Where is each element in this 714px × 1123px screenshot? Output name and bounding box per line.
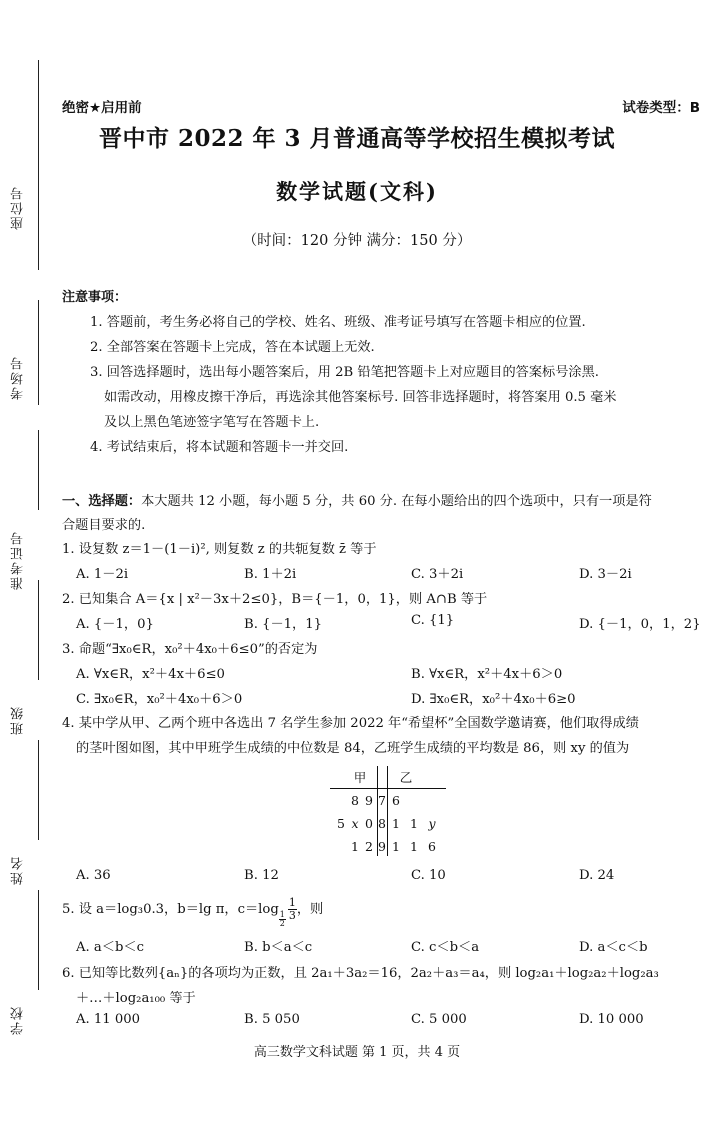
q3-option-b: B. ∀x∈R，x²＋4x＋6＞0 <box>411 667 563 682</box>
stem-leaf-left-leaf: 9 <box>365 793 373 808</box>
margin-label-name: 姓名 <box>11 855 26 885</box>
stem-leaf-right-leaf: 1 <box>392 839 400 854</box>
q5-base-num: 1 <box>279 910 285 919</box>
margin-line <box>38 890 39 990</box>
q2-option-a: A. {－1，0} <box>76 617 154 632</box>
q5-arg-num: 1 <box>288 896 296 909</box>
q1-option-a: A. 1－2i <box>76 567 129 582</box>
q6-option-d: D. 10 000 <box>579 1012 644 1027</box>
q5-base-den: 2 <box>279 919 285 928</box>
q5-stem-post: ，则 <box>296 902 324 917</box>
page-subtitle: 数学试题(文科) <box>276 179 438 204</box>
stem-leaf-right-leaf: 1 <box>410 839 418 854</box>
stem-leaf-left-leaf: 2 <box>365 839 373 854</box>
q5-stem-pre: 5. 设 a＝log₃0.3，b＝lg π，c＝log <box>62 902 279 917</box>
margin-line <box>38 430 39 510</box>
stem-leaf-left-leaf: 0 <box>365 816 373 831</box>
q2-option-b: B. {－1，1} <box>244 617 323 632</box>
q3-option-c: C. ∃x₀∈R，x₀²＋4x₀＋6＞0 <box>76 692 243 707</box>
q4-option-d: D. 24 <box>579 868 615 883</box>
stem-leaf-left-leaf: 8 <box>351 793 359 808</box>
note-item: 如需改动，用橡皮擦干净后，再选涂其他答案标号. 回答非选择题时，将答案用 0.5 毫米 <box>104 390 617 405</box>
q3-option-a: A. ∀x∈R，x²＋4x＋6≤0 <box>76 667 225 682</box>
section-intro <box>62 490 652 509</box>
q1-option-d: D. 3－2i <box>579 567 632 582</box>
margin-label-school: 学校 <box>11 1005 26 1035</box>
page-title: 晋中市 2022 年 3 月普通高等学校招生模拟考试 <box>98 125 616 152</box>
note-item: 1. 答题前，考生务必将自己的学校、姓名、班级、准考证号填写在答题卡相应的位置. <box>90 315 586 330</box>
q4-stem-2: 的茎叶图如图，其中甲班学生成绩的中位数是 84，乙班学生成绩的平均数是 86，则 xy 的值为 <box>76 741 630 756</box>
margin-line <box>38 580 39 680</box>
stem-leaf-stem: 7 <box>378 793 386 808</box>
stem-leaf-left-leaf: 5 <box>337 816 345 831</box>
stem-leaf-right-leaf: 1 <box>392 816 400 831</box>
stem-leaf-right-leaf: 6 <box>392 793 400 808</box>
q6-stem-1: 6. 已知等比数列{aₙ}的各项均为正数，且 2a₁＋3a₂＝16，2a₂＋a₃＝a₄，则 log₂a₁＋log₂a₂＋log₂a₃ <box>62 966 659 981</box>
q3-stem: 3. 命题“∃x₀∈R，x₀²＋4x₀＋6≤0”的否定为 <box>62 642 318 657</box>
q3-option-d: D. ∃x₀∈R，x₀²＋4x₀＋6≥0 <box>411 692 576 707</box>
stem-leaf-plot <box>330 762 446 858</box>
secret-label: 绝密★启用前 <box>62 100 142 116</box>
section-heading: 一、选择题： <box>62 494 142 509</box>
q5-option-b: B. b＜a＜c <box>244 940 313 955</box>
paper-type: 试卷类型：B <box>622 100 700 116</box>
stem-leaf-header-left: 甲 <box>353 770 367 785</box>
q6-stem-2: ＋…＋log₂a₁₀₀ 等于 <box>76 991 196 1006</box>
stem-leaf-left-leaf: 1 <box>351 839 359 854</box>
q6-option-a: A. 11 000 <box>76 1012 141 1027</box>
q5-option-d: D. a＜c＜b <box>579 940 648 955</box>
q1-option-b: B. 1＋2i <box>244 567 297 582</box>
q4-stem-1: 4. 某中学从甲、乙两个班中各选出 7 名学生参加 2022 年“希望杯”全国数学邀请赛，他们取得成绩 <box>62 716 639 731</box>
stem-leaf-header-right: 乙 <box>399 770 413 785</box>
q4-option-a: A. 36 <box>76 868 111 883</box>
q6-option-b: B. 5 050 <box>244 1012 300 1027</box>
section-intro-text: 本大题共 12 小题，每小题 5 分，共 60 分. 在每小题给出的四个选项中，只有一项是符 <box>141 494 652 509</box>
q6-option-c: C. 5 000 <box>411 1012 467 1027</box>
notes-heading: 注意事项： <box>62 290 128 305</box>
margin-label-seat: 座位号 <box>11 185 26 231</box>
q4-option-c: C. 10 <box>411 868 446 883</box>
q5-arg-den: 3 <box>288 909 296 922</box>
margin-line <box>38 740 39 840</box>
stem-leaf-right-leaf: y <box>428 816 436 831</box>
note-item: 及以上黑色笔迹签字笔写在答题卡上. <box>104 415 320 430</box>
margin-label-room: 考场号 <box>11 355 26 401</box>
q5-log-base <box>279 906 286 934</box>
note-item: 2. 全部答案在答题卡上完成，答在本试题上无效. <box>90 340 375 355</box>
q5-option-a: A. a＜b＜c <box>76 940 144 955</box>
note-item: 3. 回答选择题时，选出每小题答案后，用 2B 铅笔把答题卡上对应题目的答案标号涂黑. <box>90 365 599 380</box>
margin-label-ticket: 准考证号 <box>11 530 26 590</box>
stem-leaf-hline <box>330 788 446 789</box>
stem-leaf-right-leaf: 1 <box>410 816 418 831</box>
q5-option-c: C. c＜b＜a <box>411 940 480 955</box>
q2-stem: 2. 已知集合 A＝{x | x²－3x＋2≤0}，B＝{－1，0，1}，则 A∩B 等于 <box>62 592 488 607</box>
q2-option-d: D. {－1，0，1，2} <box>579 617 701 632</box>
time-info: （时间：120 分钟 满分：150 分） <box>242 233 472 249</box>
q1-option-c: C. 3＋2i <box>411 567 464 582</box>
stem-leaf-right-leaf: 6 <box>428 839 436 854</box>
note-item: 4. 考试结束后，将本试题和答题卡一并交回. <box>90 440 349 455</box>
margin-line <box>38 300 39 405</box>
q1-stem: 1. 设复数 z＝1－(1－i)², 则复数 z 的共轭复数 z̄ 等于 <box>62 542 377 557</box>
margin-label-class: 班级 <box>11 705 26 735</box>
stem-leaf-stem: 8 <box>378 816 386 831</box>
stem-leaf-left-leaf: x <box>351 816 359 831</box>
page-footer: 高三数学文科试题 第 1 页，共 4 页 <box>253 1045 461 1060</box>
section-intro-2: 合题目要求的. <box>62 518 146 533</box>
q5-stem <box>62 896 323 934</box>
stem-leaf-stem: 9 <box>378 839 386 854</box>
q2-option-c: C. {1} <box>411 613 455 628</box>
q4-option-b: B. 12 <box>244 868 279 883</box>
